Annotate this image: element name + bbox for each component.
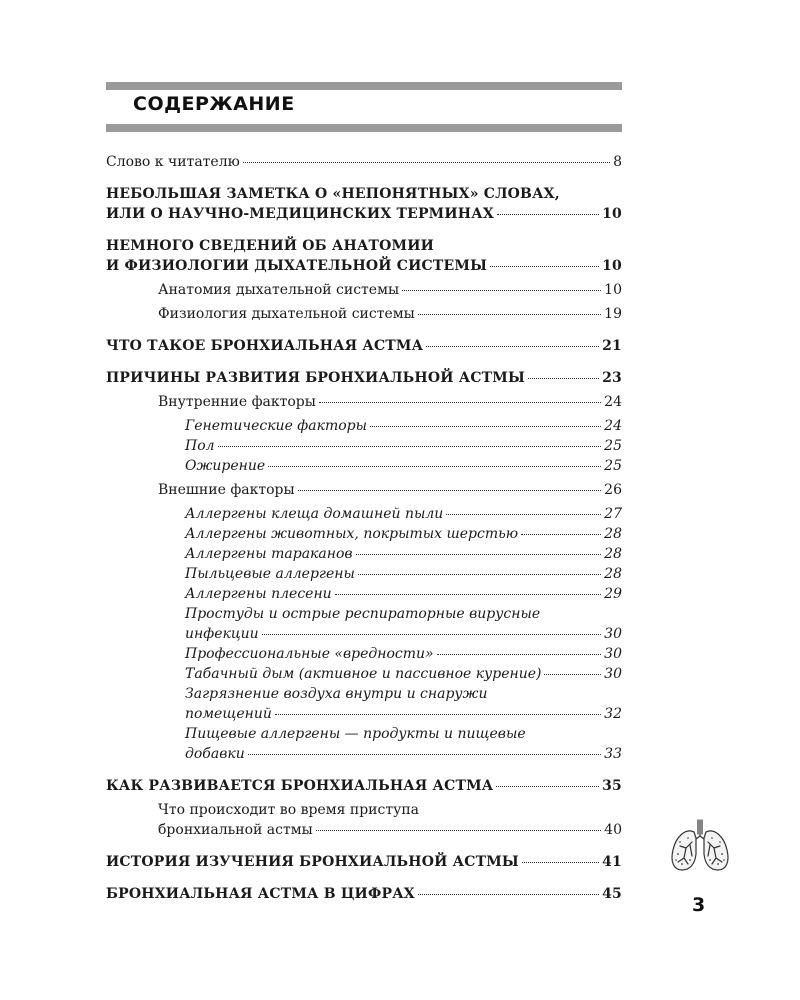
toc-entry-page: 28 <box>604 526 622 542</box>
dot-leader <box>528 378 599 379</box>
toc-entry-page: 30 <box>604 626 622 642</box>
toc-entry-page: 24 <box>604 418 622 434</box>
toc-entry-title: Ожирение <box>185 458 266 474</box>
toc-entry <box>106 884 622 904</box>
dot-leader <box>446 514 601 515</box>
dot-leader <box>370 426 601 427</box>
toc-entry <box>106 368 622 388</box>
dot-leader <box>316 830 601 831</box>
toc-entry <box>106 800 622 840</box>
toc-entry <box>106 564 622 584</box>
toc-entry-page: 41 <box>602 854 622 870</box>
toc-entry-title: КАК РАЗВИВАЕТСЯ БРОНХИАЛЬНАЯ АСТМА <box>106 778 494 794</box>
toc-entry-page: 10 <box>602 206 622 222</box>
dot-leader <box>358 574 601 575</box>
toc-entry <box>106 152 622 172</box>
dot-leader <box>418 894 599 895</box>
dot-leader <box>275 714 601 715</box>
toc-entry-page: 30 <box>604 646 622 662</box>
toc-entry-title-line: Простуды и острые респираторные вирусные <box>185 606 541 622</box>
toc-entry-page: 30 <box>604 666 622 682</box>
dot-leader <box>218 446 602 447</box>
toc-entry-title: Анатомия дыхательной системы <box>158 282 400 298</box>
toc-entry-title: Слово к читателю <box>106 154 240 170</box>
toc-entry-page: 24 <box>604 394 622 410</box>
toc-entry-title: Пыльцевые аллергены <box>185 566 355 582</box>
lungs-icon <box>668 818 732 874</box>
toc-entry <box>106 524 622 544</box>
toc-entry-title: ПРИЧИНЫ РАЗВИТИЯ БРОНХИАЛЬНОЙ АСТМЫ <box>106 370 526 386</box>
dot-leader <box>402 290 601 291</box>
toc-entry <box>106 504 622 524</box>
dot-leader <box>319 402 601 403</box>
toc-entry-page: 35 <box>602 778 622 794</box>
toc-entry <box>106 304 622 324</box>
toc-entry <box>106 604 622 644</box>
dot-leader <box>497 214 599 215</box>
toc-entry-title: БРОНХИАЛЬНАЯ АСТМА В ЦИФРАХ <box>106 886 415 902</box>
toc-entry-page: 40 <box>604 822 622 838</box>
toc-entry-title: добавки <box>185 746 245 762</box>
toc-entry <box>106 664 622 684</box>
page-title: СОДЕРЖАНИЕ <box>133 93 295 115</box>
toc-entry-title-line: НЕБОЛЬШАЯ ЗАМЕТКА О «НЕПОНЯТНЫХ» СЛОВАХ, <box>106 186 560 202</box>
toc-entry-title: Табачный дым (активное и пассивное курение) <box>185 666 542 682</box>
toc-entry-title: Пол <box>185 438 215 454</box>
dot-leader <box>248 754 601 755</box>
dot-leader <box>490 266 599 267</box>
top-rule <box>106 82 622 90</box>
toc-entry-page: 21 <box>602 338 622 354</box>
toc-entry-title: Профессиональные «вредности» <box>185 646 434 662</box>
toc-entry-title: Аллергены клеща домашней пыли <box>185 506 444 522</box>
toc-entry-title-line: НЕМНОГО СВЕДЕНИЙ ОБ АНАТОМИИ <box>106 238 435 254</box>
toc-entry <box>106 392 622 412</box>
toc-entry-title: Аллергены тараканов <box>185 546 353 562</box>
toc-entry <box>106 184 622 224</box>
toc-entry <box>106 416 622 436</box>
toc-entry-title: ИЛИ О НАУЧНО-МЕДИЦИНСКИХ ТЕРМИНАХ <box>106 206 494 222</box>
toc-entry-page: 32 <box>604 706 622 722</box>
dot-leader <box>437 654 602 655</box>
toc-entry-title: И ФИЗИОЛОГИИ ДЫХАТЕЛЬНОЙ СИСТЕМЫ <box>106 258 488 274</box>
dot-leader <box>268 466 601 467</box>
toc-entry-page: 23 <box>602 370 622 386</box>
toc-entry-page: 10 <box>602 258 622 274</box>
dot-leader <box>544 674 601 675</box>
toc-entry <box>106 724 622 764</box>
toc-entry-page: 45 <box>602 886 622 902</box>
dot-leader <box>418 314 601 315</box>
toc-entry <box>106 436 622 456</box>
toc-entry <box>106 776 622 796</box>
toc-entry-title: инфекции <box>185 626 259 642</box>
dot-leader <box>335 594 601 595</box>
toc-entry <box>106 280 622 300</box>
dot-leader <box>521 534 601 535</box>
dot-leader <box>243 162 610 163</box>
toc-entry-title: ЧТО ТАКОЕ БРОНХИАЛЬНАЯ АСТМА <box>106 338 424 354</box>
toc-entry-page: 33 <box>604 746 622 762</box>
toc-entry <box>106 644 622 664</box>
dot-leader <box>356 554 602 555</box>
toc-entry-title: Генетические факторы <box>185 418 368 434</box>
toc-entry-title: бронхиальной астмы <box>158 822 313 838</box>
page-number: 3 <box>692 894 706 916</box>
toc-entry-page: 28 <box>604 546 622 562</box>
toc-entry <box>106 684 622 724</box>
toc-entry-title: Физиология дыхательной системы <box>158 306 415 322</box>
toc-entry-page: 27 <box>604 506 622 522</box>
dot-leader <box>262 634 602 635</box>
toc-entry-title: Внешние факторы <box>158 482 295 498</box>
toc-entry <box>106 852 622 872</box>
toc-entry <box>106 584 622 604</box>
bottom-rule <box>106 124 622 132</box>
toc-entry-title-line: Загрязнение воздуха внутри и снаружи <box>185 686 488 702</box>
toc-entry <box>106 456 622 476</box>
toc-entry-title-line: Что происходит во время приступа <box>158 802 419 818</box>
toc-entry-page: 8 <box>613 154 622 170</box>
toc-entry-title: ИСТОРИЯ ИЗУЧЕНИЯ БРОНХИАЛЬНОЙ АСТМЫ <box>106 854 519 870</box>
toc-entry <box>106 544 622 564</box>
toc-entry-title-line: Пищевые аллергены — продукты и пищевые <box>185 726 526 742</box>
table-of-contents <box>106 152 622 904</box>
toc-entry-page: 28 <box>604 566 622 582</box>
toc-entry-page: 29 <box>604 586 622 602</box>
toc-entry-title: Внутренние факторы <box>158 394 316 410</box>
toc-entry <box>106 336 622 356</box>
toc-entry-title: Аллергены животных, покрытых шерстью <box>185 526 519 542</box>
toc-entry <box>106 236 622 276</box>
dot-leader <box>298 490 602 491</box>
toc-entry <box>106 480 622 500</box>
toc-entry-page: 25 <box>604 458 622 474</box>
toc-entry-title: помещений <box>185 706 272 722</box>
dot-leader <box>522 862 599 863</box>
toc-entry-page: 26 <box>604 482 622 498</box>
dot-leader <box>496 786 599 787</box>
toc-entry-page: 19 <box>604 306 622 322</box>
toc-entry-title: Аллергены плесени <box>185 586 332 602</box>
toc-entry-page: 25 <box>604 438 622 454</box>
dot-leader <box>426 346 599 347</box>
toc-entry-page: 10 <box>604 282 622 298</box>
